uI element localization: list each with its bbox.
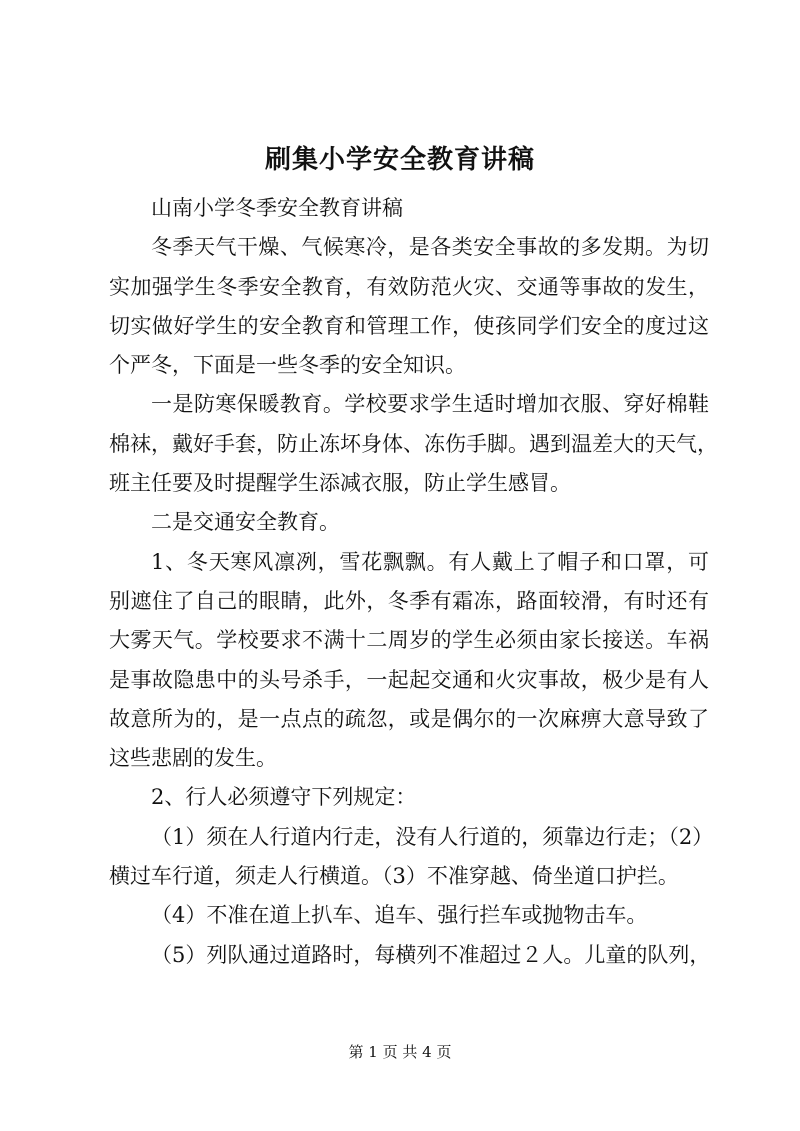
paragraph-line: 冬季天气干燥、气候寒冷，是各类安全事故的多发期。为切 [151, 235, 709, 260]
subtitle-line: 山南小学冬季安全教育讲稿 [151, 196, 403, 220]
paragraph-line: 这些悲剧的发生。 [109, 746, 277, 771]
paragraph-line: 横过车行道，须走人行横道。（3）不准穿越、倚坐道口护拦。 [109, 864, 679, 889]
paragraph-line: 棉袜，戴好手套，防止冻坏身体、冻伤手脚。遇到温差大的天气， [109, 431, 718, 456]
paragraph-line: 是事故隐患中的头号杀手，一起起交通和火灾事故，极少是有人 [109, 667, 709, 692]
paragraph-line: 二是交通安全教育。 [151, 510, 340, 535]
paragraph-line: 个严冬，下面是一些冬季的安全知识。 [109, 353, 466, 378]
paragraph-line: 别遮住了自己的眼睛，此外，冬季有霜冻，路面较滑，有时还有 [109, 588, 709, 613]
paragraph-line: 故意所为的，是一点点的疏忽，或是偶尔的一次麻痹大意导致了 [109, 706, 709, 731]
paragraph-line: （1）须在人行道内行走，没有人行道的，须靠边行走；（2） [151, 824, 714, 849]
paragraph-line: 一是防寒保暖教育。学校要求学生适时增加衣服、穿好棉鞋 [151, 392, 709, 417]
document-body [109, 189, 718, 975]
paragraph-line: 大雾天气。学校要求不满十二周岁的学生必须由家长接送。车祸 [109, 628, 709, 653]
paragraph-line: 班主任要及时提醒学生添减衣服，防止学生感冒。 [109, 471, 571, 496]
paragraph-line: 1、冬天寒风凛冽，雪花飘飘。有人戴上了帽子和口罩，可 [151, 549, 709, 574]
paragraph-line: 2、行人必须遵守下列规定： [151, 785, 417, 810]
page-title: 刷集小学安全教育讲稿 [264, 145, 535, 175]
paragraph-line: 切实做好学生的安全教育和管理工作，使孩同学们安全的度过这 [109, 313, 709, 338]
paragraph-line: 实加强学生冬季安全教育，有效防范火灾、交通等事故的发生， [109, 274, 709, 299]
page-footer: 第 1 页 共 4 页 [348, 1043, 452, 1061]
paragraph-line: （5）列队通过道路时，每横列不准超过２人。儿童的队列， [151, 942, 711, 967]
paragraph-line: （4）不准在道上扒车、追车、强行拦车或抛物击车。 [151, 903, 648, 928]
